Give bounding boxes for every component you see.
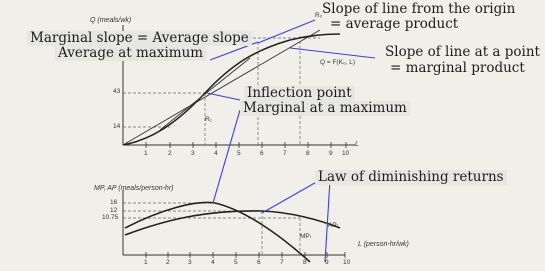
- top-x-tick: 10: [342, 150, 350, 157]
- bottom-x-tick: 2: [166, 259, 170, 266]
- top-x-tick: 4: [214, 150, 218, 157]
- annotation-marginal-eq-average: Marginal slope = Average slope: [27, 31, 252, 46]
- top-x-tick: 9: [329, 150, 333, 157]
- top-x-tick: 1: [144, 150, 148, 157]
- bottom-x-tick: 5: [234, 259, 238, 266]
- bottom-y-tick-16: 16: [110, 199, 118, 206]
- bottom-x-tick: 6: [257, 259, 261, 266]
- bottom-x-tick: 3: [188, 259, 192, 266]
- top-x-tick: 7: [283, 150, 287, 157]
- bottom-y-tick-10-75: 10.75: [102, 214, 119, 221]
- top-y-tick-14: 14: [113, 123, 121, 130]
- bottom-guides: [123, 203, 300, 255]
- annotation-marginal-max: Marginal at a maximum: [240, 101, 410, 116]
- bottom-x-tick: 10: [343, 259, 351, 266]
- top-x-tick: 2: [168, 150, 172, 157]
- bottom-x-tick: 8: [303, 259, 307, 266]
- mp-curve-label: MPₗ: [300, 233, 311, 240]
- bottom-y-tick-12: 12: [110, 207, 118, 214]
- annotation-inflection-point: Inflection point: [244, 86, 355, 101]
- bottom-x-tick: 1: [144, 259, 148, 266]
- annotation-arrows: [207, 20, 375, 262]
- annotation-slope-point-2: = marginal product: [390, 60, 525, 76]
- bottom-y-axis-label: MP, AP (meals/person-hr): [94, 185, 174, 192]
- annotation-slope-origin-2: = average product: [330, 16, 459, 32]
- top-x-tick: 6: [260, 150, 264, 157]
- top-y-tick-43: 43: [113, 88, 121, 95]
- curve-label-r2: R₂: [315, 12, 323, 19]
- annotation-slope-origin-1: Slope of line from the origin: [322, 1, 516, 17]
- production-function-label: Q = F(K₀, L): [320, 59, 356, 66]
- curve-label-r1: R₁: [205, 116, 212, 123]
- annotation-slope-point-1: Slope of line at a point: [385, 44, 540, 60]
- bottom-x-tick: 4: [211, 259, 215, 266]
- top-x-tick: 3: [191, 150, 195, 157]
- annotation-diminishing-returns: Law of diminishing returns: [315, 170, 507, 185]
- top-x-axis-label: L: [355, 141, 359, 148]
- top-x-tick: 5: [237, 150, 241, 157]
- top-y-axis-label: Q (meals/wk): [90, 17, 132, 24]
- bottom-x-tick: 9: [325, 259, 329, 266]
- annotation-average-max: Average at maximum: [55, 46, 206, 61]
- ap-curve-label: APₗ: [328, 222, 338, 229]
- bottom-x-tick: 7: [280, 259, 284, 266]
- bottom-x-axis-label: L (person-hr/wk): [358, 241, 409, 248]
- top-x-tick: 8: [306, 150, 310, 157]
